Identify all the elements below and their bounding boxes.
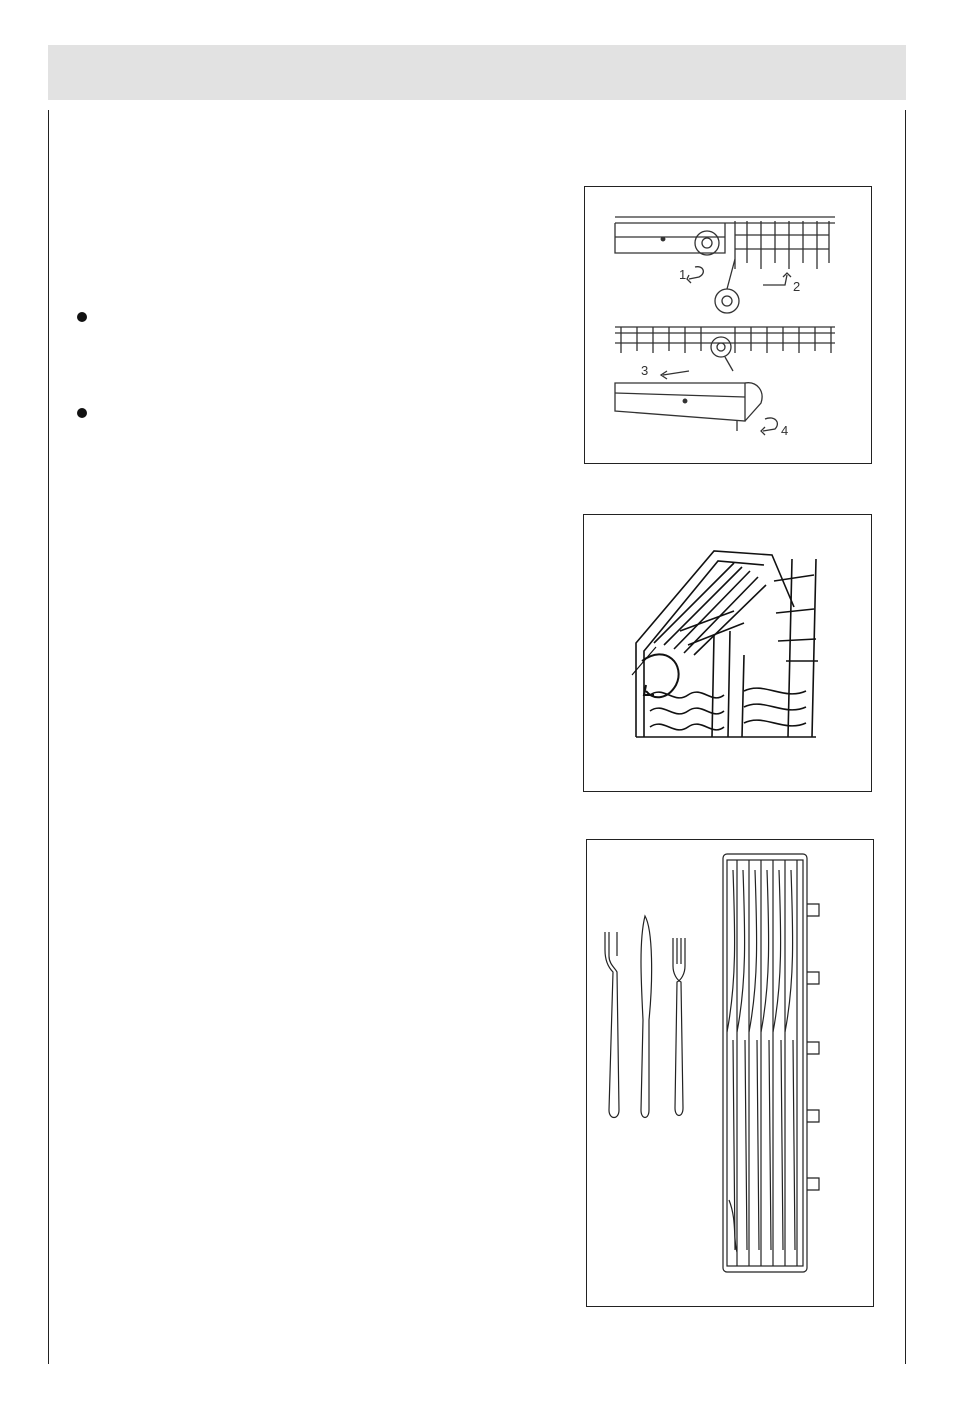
- fold-rack-illustration: [584, 515, 873, 793]
- fold-rack-figure: [583, 514, 872, 792]
- right-margin-rule: [905, 110, 906, 1364]
- step-4-label: 4: [781, 423, 789, 438]
- rack-adjustment-figure: [584, 186, 872, 464]
- step-1-label: 1: [679, 267, 687, 282]
- step-2-label: 2: [793, 279, 801, 294]
- bullet-1: [77, 312, 87, 322]
- cutlery-tray-figure: [586, 839, 874, 1307]
- header-band: [48, 45, 906, 100]
- step-3-label: 3: [641, 363, 649, 378]
- rack-adjustment-illustration: [585, 187, 873, 465]
- cutlery-tray-illustration: [587, 840, 875, 1308]
- bullet-2: [77, 408, 87, 418]
- left-margin-rule: [48, 110, 49, 1364]
